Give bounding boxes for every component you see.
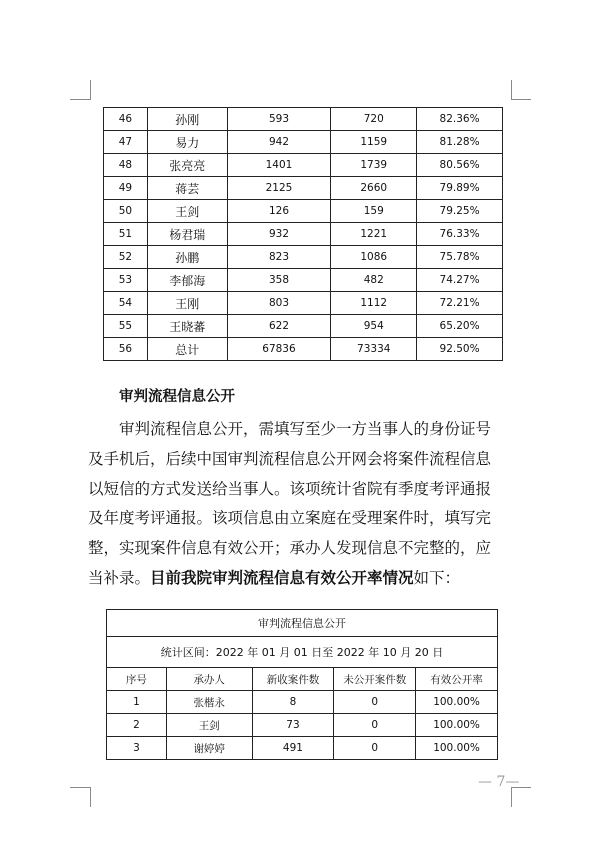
table-row — [104, 269, 503, 292]
received-cell: 622 — [227, 315, 331, 338]
received-cell: 126 — [227, 200, 331, 223]
row-number-cell: 49 — [104, 177, 148, 200]
new-cases-cell: 8 — [252, 691, 334, 714]
received-cell: 1401 — [227, 154, 331, 177]
rate-cell: 79.89% — [417, 177, 503, 200]
row-number-cell: 55 — [104, 315, 148, 338]
new-cases-cell: 491 — [252, 737, 334, 760]
name-cell: 总计 — [147, 338, 227, 361]
row-number-cell: 46 — [104, 108, 148, 131]
rate-cell: 100.00% — [416, 691, 498, 714]
table-row — [104, 200, 503, 223]
table-row — [104, 338, 503, 361]
unpublished-cell: 0 — [334, 737, 416, 760]
paragraph-line: 整，实现案件信息有效公开；承办人发现信息不完整的，应 — [88, 539, 492, 558]
table-title: 审判流程信息公开 — [107, 610, 498, 637]
name-cell: 张亮亮 — [147, 154, 227, 177]
name-cell: 杨君瑞 — [147, 223, 227, 246]
column-header: 未公开案件数 — [334, 668, 416, 691]
total-cell: 482 — [331, 269, 417, 292]
new-cases-cell: 73 — [252, 714, 334, 737]
row-number-cell: 47 — [104, 131, 148, 154]
row-number-cell: 48 — [104, 154, 148, 177]
rate-cell: 79.25% — [417, 200, 503, 223]
total-cell: 2660 — [331, 177, 417, 200]
rate-cell: 80.56% — [417, 154, 503, 177]
received-cell: 932 — [227, 223, 331, 246]
rate-cell: 81.28% — [417, 131, 503, 154]
total-cell: 1086 — [331, 246, 417, 269]
rate-cell: 65.20% — [417, 315, 503, 338]
column-header: 承办人 — [166, 668, 252, 691]
table-row — [104, 292, 503, 315]
disclosure-table — [106, 609, 498, 760]
row-number-cell: 53 — [104, 269, 148, 292]
column-header: 有效公开率 — [416, 668, 498, 691]
total-cell: 720 — [331, 108, 417, 131]
table-period: 统计区间：2022 年 01 月 01 日至 2022 年 10 月 20 日 — [107, 637, 498, 668]
table-row — [107, 691, 498, 714]
table-row — [104, 154, 503, 177]
unpublished-cell: 0 — [334, 714, 416, 737]
table-row — [104, 131, 503, 154]
table-row — [104, 177, 503, 200]
rate-cell: 76.33% — [417, 223, 503, 246]
received-cell: 358 — [227, 269, 331, 292]
received-cell: 2125 — [227, 177, 331, 200]
paragraph-line: 及手机后，后续中国审判流程信息公开网会将案件流程信息 — [88, 449, 492, 468]
unpublished-cell: 0 — [334, 691, 416, 714]
table-row — [104, 315, 503, 338]
received-cell: 942 — [227, 131, 331, 154]
total-cell: 1112 — [331, 292, 417, 315]
paragraph-line: 审判流程信息公开，需填写至少一方当事人的身份证号 — [119, 420, 492, 438]
name-cell: 谢婷婷 — [166, 737, 252, 760]
name-cell: 王晓蕃 — [147, 315, 227, 338]
column-header: 新收案件数 — [252, 668, 334, 691]
name-cell: 易力 — [147, 131, 227, 154]
total-cell: 159 — [331, 200, 417, 223]
section-paragraph — [88, 415, 520, 594]
name-cell: 张楷永 — [166, 691, 252, 714]
name-cell: 蒋芸 — [147, 177, 227, 200]
column-header: 序号 — [107, 668, 167, 691]
name-cell: 王刚 — [147, 292, 227, 315]
row-number-cell: 1 — [107, 691, 167, 714]
table-row — [104, 246, 503, 269]
received-cell: 67836 — [227, 338, 331, 361]
name-cell: 王剑 — [166, 714, 252, 737]
name-cell: 王剑 — [147, 200, 227, 223]
row-number-cell: 52 — [104, 246, 148, 269]
table-row — [107, 714, 498, 737]
row-number-cell: 54 — [104, 292, 148, 315]
row-number-cell: 50 — [104, 200, 148, 223]
name-cell: 李郁海 — [147, 269, 227, 292]
paragraph-text: 如下： — [413, 568, 461, 587]
paragraph-line: 及年度考评通报。该项信息由立案庭在受理案件时，填写完 — [88, 509, 492, 528]
paragraph-line: 以短信的方式发送给当事人。该项统计省院有季度考评通报 — [88, 479, 492, 498]
paragraph-text: 当补录。 — [88, 568, 151, 587]
table-row — [104, 108, 503, 131]
rate-cell: 100.00% — [416, 737, 498, 760]
total-cell: 1739 — [331, 154, 417, 177]
rate-cell: 92.50% — [417, 338, 503, 361]
received-cell: 593 — [227, 108, 331, 131]
rate-cell: 74.27% — [417, 269, 503, 292]
rate-cell: 100.00% — [416, 714, 498, 737]
paragraph-last-line — [88, 564, 520, 594]
total-cell: 73334 — [331, 338, 417, 361]
name-cell: 孙刚 — [147, 108, 227, 131]
table-row — [107, 737, 498, 760]
received-cell: 823 — [227, 246, 331, 269]
ranking-table — [103, 107, 503, 361]
rate-cell: 72.21% — [417, 292, 503, 315]
row-number-cell: 2 — [107, 714, 167, 737]
row-number-cell: 51 — [104, 223, 148, 246]
total-cell: 1221 — [331, 223, 417, 246]
name-cell: 孙鹏 — [147, 246, 227, 269]
row-number-cell: 56 — [104, 338, 148, 361]
row-number-cell: 3 — [107, 737, 167, 760]
received-cell: 803 — [227, 292, 331, 315]
page-number: — 7— — [478, 774, 520, 790]
rate-cell: 75.78% — [417, 246, 503, 269]
table-header-row — [107, 668, 498, 691]
paragraph-bold-text: 目前我院审判流程信息有效公开率情况 — [150, 568, 414, 587]
total-cell: 954 — [331, 315, 417, 338]
section-heading: 审判流程信息公开 — [119, 389, 235, 405]
table-row — [104, 223, 503, 246]
rate-cell: 82.36% — [417, 108, 503, 131]
total-cell: 1159 — [331, 131, 417, 154]
